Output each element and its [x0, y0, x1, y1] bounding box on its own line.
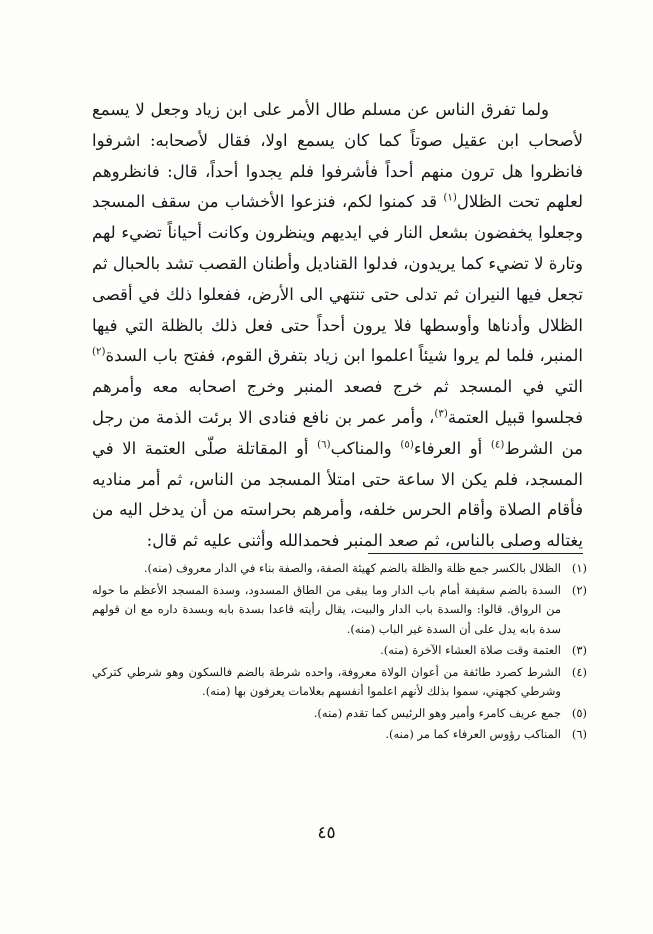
footnote-ref: (١): [443, 192, 457, 204]
footnote-number: (١): [571, 561, 587, 575]
text-line: قبيل العتمة: [447, 407, 526, 427]
footnote-ref: (٦): [317, 439, 331, 451]
text-line: أو العرفاء: [413, 438, 491, 458]
footnote: [92, 663, 587, 702]
footnote-text: العتمة وقت صلاة العشاء الآخرة (منه).: [380, 643, 561, 657]
text-line: يغتاله وصلى بالناس، ثم صعد المنبر فحمدالله وأثنى عليه ثم قال:: [146, 531, 583, 551]
text-line: والمناكب: [330, 438, 401, 458]
footnote: [92, 559, 587, 579]
text-line: أو المقاتلة صلّى العتمة الا في: [92, 438, 318, 458]
text-line: المنبر، فلما لم يروا شيئاً اعلموا ابن زياد بتفرق القوم، ففتح باب السدة: [105, 346, 583, 366]
text-line: لعلهم تحت الظلال: [456, 192, 584, 212]
footnote-ref: (٣): [434, 408, 448, 420]
footnote-text: المناكب رؤوس العرفاء كما مر (منه).: [385, 727, 561, 741]
footnote-divider: [368, 553, 583, 554]
footnote: [92, 725, 587, 745]
footnote-ref: (٢): [92, 346, 106, 358]
text-line: الظلال وأدناها وأوسطها فلا يرون أحداً حتى فعل ذلك بالظلة التي فيها: [92, 315, 583, 335]
footnote-text: جمع عريف كامرء وأمير وهو الرئيس كما تقدم (منه).: [313, 705, 561, 720]
text-line: التي في المسجد ثم خرج فصعد المنبر وخرج اصحابه معه وأمرهم فجلسوا: [92, 377, 583, 427]
footnote-number: (٢): [571, 582, 587, 597]
footnotes: [92, 559, 587, 747]
footnote-text: الظلال بالكسر جمع ظلة والظلة بالضم كهيئة الصفة، والصفة بناء في الدار معروف (منه).: [143, 561, 561, 575]
footnote: [92, 581, 587, 640]
footnote: [92, 704, 587, 724]
footnote-number: (٦): [571, 727, 587, 741]
text-line: المسجد، فلم يكن الا ساعة حتى امتلأ المسجد من الناس، ثم أمر مناديه: [92, 469, 583, 489]
footnote-number: (٣): [571, 643, 587, 657]
text-line: تجعل فيها النيران ثم تدلى حتى تنتهي الى الأرض، ففعلوا ذلك في أقصى: [92, 284, 583, 304]
main-text: [92, 95, 583, 557]
footnote-number: (٥): [571, 705, 587, 720]
text-line: ، وأمر عمر بن نافع فنادى الا برئت الذمة من رجل من: [92, 407, 583, 458]
paragraph: [92, 95, 583, 557]
footnote-ref: (٥): [400, 439, 414, 451]
text-line: ولما تفرق الناس عن مسلم طال الأمر على ابن زياد وجعل لا يسمع: [92, 100, 549, 119]
footnote-text: الشرط كصرد طائفة من أعوان الولاة معروفة، واحده شرطة بالضم فالسكون وهو شرطي كتركي وشرطي كجهني، سموا بذلك لأنهم اعلموا أنفسهم بعلامات يعرفون بها (منه).: [92, 664, 561, 698]
footnote: [92, 641, 587, 661]
text-line: الشرط: [504, 438, 554, 458]
text-line: فأقام الصلاة وأقام الحرس خلفه، وأمرهم بحراسته من أن يدخل اليه من: [92, 500, 583, 520]
text-line: لأصحاب ابن عقيل صوتاً كما كان يسمع اولا، فقال لأصحابه: اشرفوا: [92, 130, 583, 150]
footnote-number: (٤): [571, 664, 587, 679]
text-line: قد كمنوا لكم، فنزعوا الأخشاب من سقف المسجد: [92, 192, 438, 212]
text-line: وجعلوا يخفضون بشعل النار في ايديهم وينظرون وكانت أحياناً تضيء لهم: [92, 223, 583, 243]
footnote-text: السدة بالضم سقيفة أمام باب الدار وما يبقى من الطاق المسدود، وسدة المسجد الأعظم ما حوله من الرواق. قالوا: والسدة باب الدار والبيت، يقال رأيته قاعدا بسدة بابه وبسدة داره مع ان قولهم سدة بابه يدل على أن السدة غير الباب (منه).: [92, 582, 561, 636]
text-line: وتارة لا تضيء كما يريدون، فدلوا القناديل وأطنان القصب تشد بالحبال ثم: [92, 253, 583, 273]
footnote-ref: (٤): [490, 439, 505, 451]
text-line: فانظروا هل ترون منهم أحداً فأشرفوا فلم يجدوا أحداً، قال: فانظروهم: [92, 161, 583, 181]
page-number: ٤٥: [317, 823, 336, 843]
